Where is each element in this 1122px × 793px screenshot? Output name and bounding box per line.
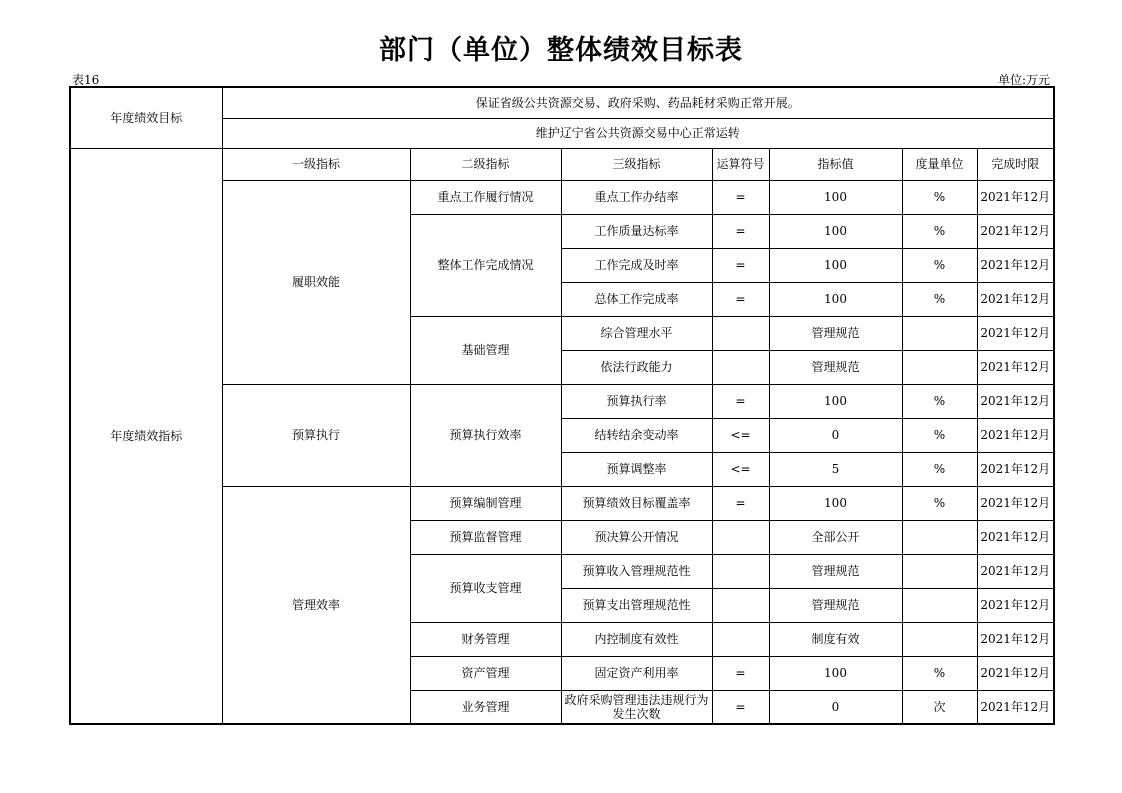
level2-cell: 重点工作履行情况 [410, 180, 561, 214]
value-cell: 管理规范 [769, 316, 902, 350]
annual-indicator-label: 年度绩效指标 [70, 148, 222, 724]
value-cell: 5 [769, 452, 902, 486]
value-cell: 100 [769, 180, 902, 214]
deadline-cell: 2021年12月 [977, 452, 1054, 486]
annual-goal-text: 维护辽宁省公共资源交易中心正常运转 [222, 118, 1054, 148]
operator-cell [712, 554, 769, 588]
operator-cell [712, 622, 769, 656]
unit-label: 单位:万元 [997, 73, 1050, 87]
level2-cell: 资产管理 [410, 656, 561, 690]
deadline-cell: 2021年12月 [977, 520, 1054, 554]
deadline-cell: 2021年12月 [977, 316, 1054, 350]
level1-cell: 预算执行 [222, 384, 410, 486]
level2-cell: 预算收支管理 [410, 554, 561, 622]
operator-cell: = [712, 248, 769, 282]
level3-cell: 预算执行率 [561, 384, 712, 418]
level2-cell: 业务管理 [410, 690, 561, 724]
header-operator: 运算符号 [712, 148, 769, 180]
level3-cell: 工作完成及时率 [561, 248, 712, 282]
deadline-cell: 2021年12月 [977, 384, 1054, 418]
header-level1: 一级指标 [222, 148, 410, 180]
deadline-cell: 2021年12月 [977, 180, 1054, 214]
value-cell: 管理规范 [769, 588, 902, 622]
unit-cell [902, 350, 977, 384]
deadline-cell: 2021年12月 [977, 214, 1054, 248]
value-cell: 0 [769, 418, 902, 452]
unit-cell [902, 520, 977, 554]
level2-cell: 基础管理 [410, 316, 561, 384]
level3-cell: 依法行政能力 [561, 350, 712, 384]
level3-cell: 内控制度有效性 [561, 622, 712, 656]
deadline-cell: 2021年12月 [977, 350, 1054, 384]
level2-cell: 财务管理 [410, 622, 561, 656]
header-deadline: 完成时限 [977, 148, 1054, 180]
deadline-cell: 2021年12月 [977, 418, 1054, 452]
value-cell: 0 [769, 690, 902, 724]
header-value: 指标值 [769, 148, 902, 180]
table-number: 表16 [72, 73, 100, 87]
unit-cell: % [902, 248, 977, 282]
unit-cell [902, 588, 977, 622]
unit-cell: % [902, 418, 977, 452]
operator-cell: = [712, 486, 769, 520]
deadline-cell: 2021年12月 [977, 622, 1054, 656]
level2-cell: 整体工作完成情况 [410, 214, 561, 316]
deadline-cell: 2021年12月 [977, 486, 1054, 520]
unit-cell: % [902, 486, 977, 520]
deadline-cell: 2021年12月 [977, 690, 1054, 724]
operator-cell: = [712, 214, 769, 248]
level3-cell: 政府采购管理违法违规行为发生次数 [561, 690, 712, 724]
level3-cell: 固定资产利用率 [561, 656, 712, 690]
deadline-cell: 2021年12月 [977, 656, 1054, 690]
unit-cell [902, 554, 977, 588]
level2-cell: 预算监督管理 [410, 520, 561, 554]
value-cell: 100 [769, 486, 902, 520]
level2-cell: 预算执行效率 [410, 384, 561, 486]
operator-cell: = [712, 180, 769, 214]
operator-cell: <= [712, 452, 769, 486]
deadline-cell: 2021年12月 [977, 554, 1054, 588]
unit-cell [902, 316, 977, 350]
unit-cell: 次 [902, 690, 977, 724]
level1-cell: 管理效率 [222, 486, 410, 724]
operator-cell [712, 588, 769, 622]
level3-cell: 工作质量达标率 [561, 214, 712, 248]
operator-cell: = [712, 690, 769, 724]
operator-cell: = [712, 656, 769, 690]
value-cell: 100 [769, 248, 902, 282]
unit-cell [902, 622, 977, 656]
deadline-cell: 2021年12月 [977, 282, 1054, 316]
level3-cell: 预决算公开情况 [561, 520, 712, 554]
level3-cell: 预算支出管理规范性 [561, 588, 712, 622]
unit-cell: % [902, 384, 977, 418]
annual-goal-text: 保证省级公共资源交易、政府采购、药品耗材采购正常开展。 [222, 87, 1054, 118]
unit-cell: % [902, 180, 977, 214]
value-cell: 100 [769, 656, 902, 690]
unit-cell: % [902, 656, 977, 690]
operator-cell [712, 520, 769, 554]
operator-cell [712, 350, 769, 384]
operator-cell: <= [712, 418, 769, 452]
level3-cell: 预算绩效目标覆盖率 [561, 486, 712, 520]
level1-cell: 履职效能 [222, 180, 410, 384]
header-level3: 三级指标 [561, 148, 712, 180]
level2-cell: 预算编制管理 [410, 486, 561, 520]
header-level2: 二级指标 [410, 148, 561, 180]
unit-cell: % [902, 282, 977, 316]
value-cell: 管理规范 [769, 350, 902, 384]
unit-cell: % [902, 214, 977, 248]
value-cell: 100 [769, 384, 902, 418]
operator-cell: = [712, 282, 769, 316]
goal-row [70, 87, 1054, 118]
page-title: 部门（单位）整体绩效目标表 [379, 35, 743, 66]
unit-cell: % [902, 452, 977, 486]
level3-cell: 预算收入管理规范性 [561, 554, 712, 588]
value-cell: 100 [769, 282, 902, 316]
level3-cell: 结转结余变动率 [561, 418, 712, 452]
header-row [70, 148, 1054, 180]
value-cell: 100 [769, 214, 902, 248]
operator-cell [712, 316, 769, 350]
level3-cell: 预算调整率 [561, 452, 712, 486]
value-cell: 制度有效 [769, 622, 902, 656]
value-cell: 全部公开 [769, 520, 902, 554]
deadline-cell: 2021年12月 [977, 588, 1054, 622]
operator-cell: = [712, 384, 769, 418]
level3-cell: 综合管理水平 [561, 316, 712, 350]
level3-cell: 总体工作完成率 [561, 282, 712, 316]
value-cell: 管理规范 [769, 554, 902, 588]
level3-cell: 重点工作办结率 [561, 180, 712, 214]
performance-table [69, 86, 1055, 725]
deadline-cell: 2021年12月 [977, 248, 1054, 282]
annual-goal-label: 年度绩效目标 [70, 87, 222, 148]
header-unit: 度量单位 [902, 148, 977, 180]
